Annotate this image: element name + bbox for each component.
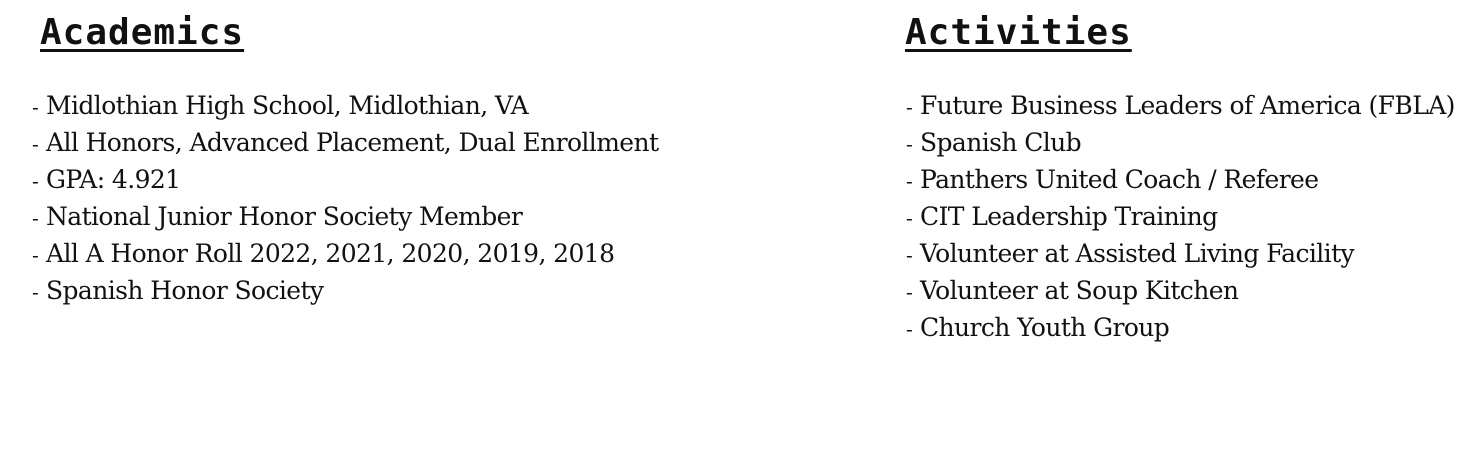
bullet-dash: - [32, 280, 39, 304]
list-item [906, 87, 1455, 124]
list-item-text: Panthers United Coach / Referee [920, 165, 1319, 194]
bullet-dash: - [32, 95, 39, 119]
list-item [32, 87, 860, 124]
list-item [32, 198, 860, 235]
bullet-dash: - [32, 243, 39, 267]
bullet-dash: - [32, 169, 39, 193]
list-item [906, 161, 1455, 198]
list-item-text: Volunteer at Soup Kitchen [920, 276, 1239, 305]
bullet-dash: - [906, 243, 913, 267]
list-item-text: Spanish Club [920, 128, 1082, 157]
list-item-text: GPA: 4.921 [46, 165, 181, 194]
list-item [906, 198, 1455, 235]
activities-heading: Activities [905, 12, 1132, 53]
academics-list [32, 87, 860, 309]
bullet-dash: - [32, 132, 39, 156]
list-item [32, 124, 860, 161]
list-item [32, 235, 860, 272]
list-item [906, 235, 1455, 272]
list-item-text: National Junior Honor Society Member [46, 202, 523, 231]
list-item-text: Church Youth Group [920, 313, 1170, 342]
bullet-dash: - [906, 206, 913, 230]
list-item-text: CIT Leadership Training [920, 202, 1218, 231]
bullet-dash: - [32, 206, 39, 230]
bullet-dash: - [906, 95, 913, 119]
activities-list [906, 87, 1455, 346]
list-item-text: Spanish Honor Society [46, 276, 324, 305]
list-item [906, 272, 1455, 309]
list-item-text: All Honors, Advanced Placement, Dual Enrollment [46, 128, 659, 157]
list-item [906, 309, 1455, 346]
list-item [906, 124, 1455, 161]
bullet-dash: - [906, 169, 913, 193]
bullet-dash: - [906, 280, 913, 304]
bullet-dash: - [906, 132, 913, 156]
bullet-dash: - [906, 317, 913, 341]
list-item-text: Midlothian High School, Midlothian, VA [46, 91, 529, 120]
academics-section [32, 0, 860, 309]
list-item-text: All A Honor Roll 2022, 2021, 2020, 2019, 2018 [46, 239, 615, 268]
list-item [32, 161, 860, 198]
list-item-text: Future Business Leaders of America (FBLA) [920, 91, 1455, 120]
activities-section [905, 0, 1455, 346]
list-item [32, 272, 860, 309]
list-item-text: Volunteer at Assisted Living Facility [920, 239, 1355, 268]
academics-heading: Academics [40, 12, 245, 53]
